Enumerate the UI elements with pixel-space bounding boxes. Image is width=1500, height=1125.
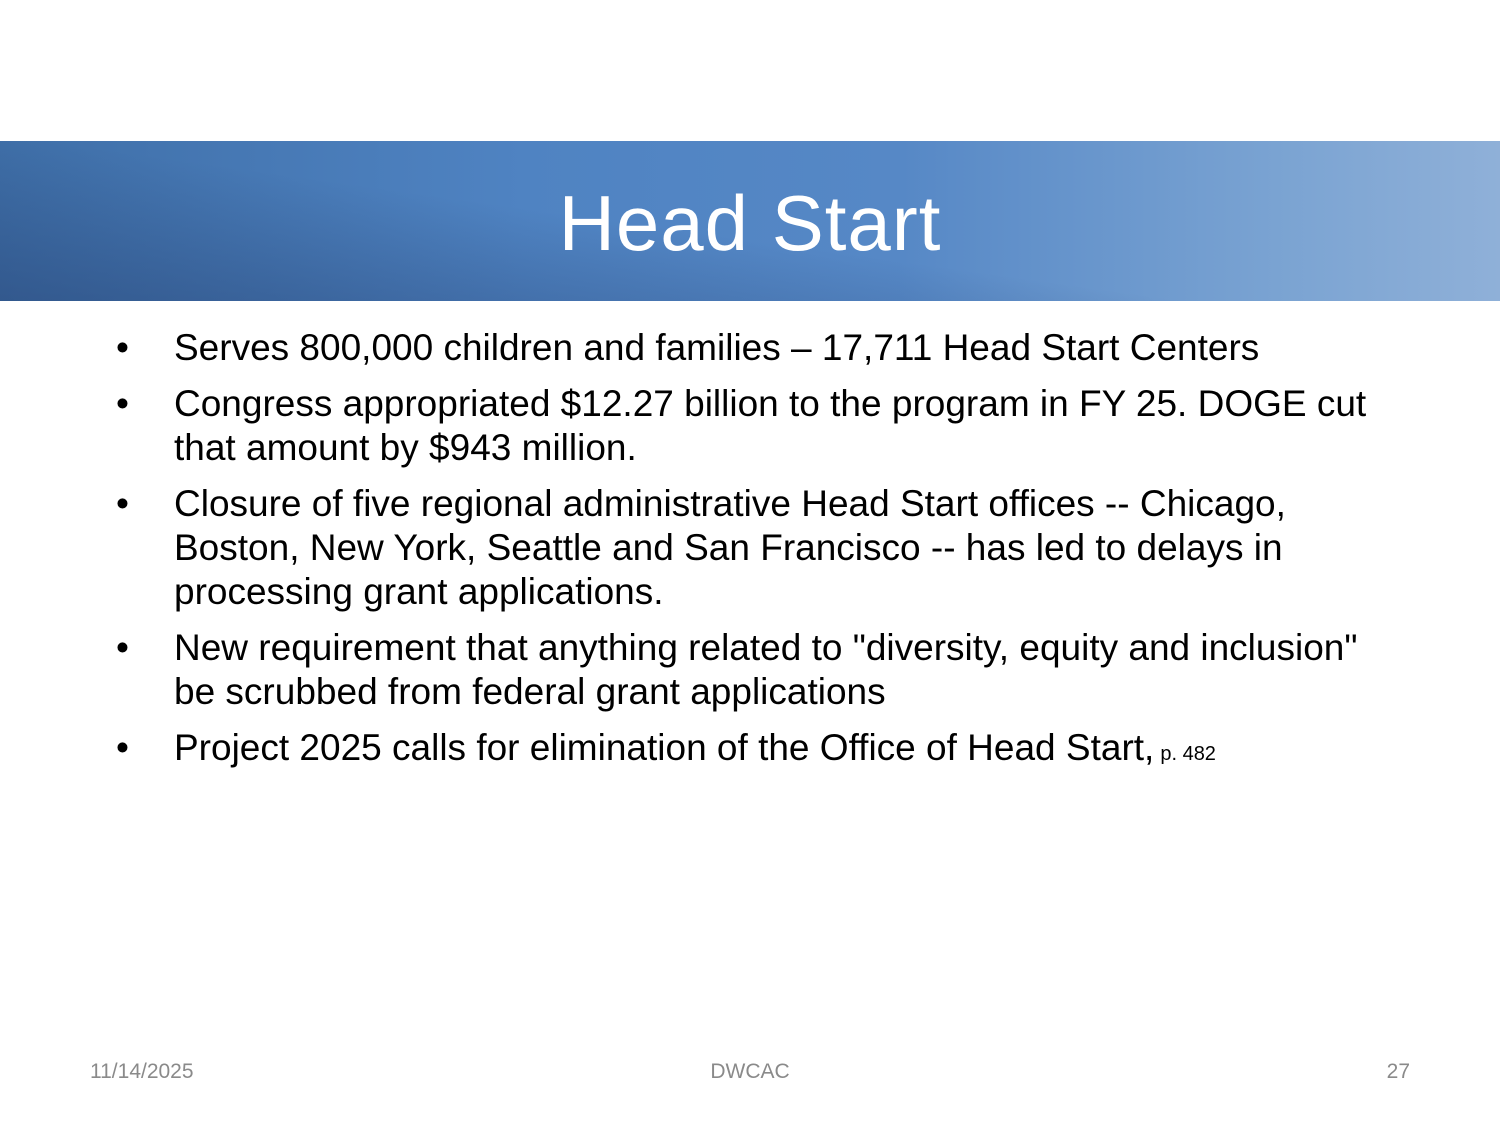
- bullet-text: Project 2025 calls for elimination of the Office of Head Start,: [174, 727, 1155, 768]
- footer-date: 11/14/2025: [90, 1060, 194, 1083]
- footer-organization: DWCAC: [710, 1060, 790, 1083]
- bullet-list: [112, 326, 1402, 788]
- bullet-dot: •: [116, 483, 129, 524]
- bullet-item: [112, 726, 1402, 776]
- bullet-dot: •: [116, 383, 129, 424]
- bullet-item: [112, 382, 1402, 470]
- bullet-item: [112, 482, 1402, 614]
- slide-title: Head Start: [558, 179, 942, 267]
- bullet-text: Serves 800,000 children and families – 17,711 Head Start Centers: [174, 327, 1260, 368]
- page-reference-note: p. 482: [1160, 743, 1216, 765]
- bullet-text: Closure of five regional administrative Head Start offices -- Chicago, Boston, New York, Seattle and San Francisco -- has led to delays in processing grant applications.: [174, 483, 1286, 612]
- bullet-item: [112, 326, 1402, 370]
- bullet-dot: •: [116, 627, 129, 668]
- footer-page-number: 27: [1386, 1060, 1410, 1083]
- bullet-item: [112, 626, 1402, 714]
- bullet-text: New requirement that anything related to "diversity, equity and inclusion" be scrubbed from federal grant applications: [174, 627, 1358, 712]
- title-band: [0, 141, 1500, 301]
- bullet-dot: •: [116, 727, 129, 768]
- bullet-dot: •: [116, 327, 129, 368]
- bullet-text: Congress appropriated $12.27 billion to the program in FY 25. DOGE cut that amount by $943 million.: [174, 383, 1367, 468]
